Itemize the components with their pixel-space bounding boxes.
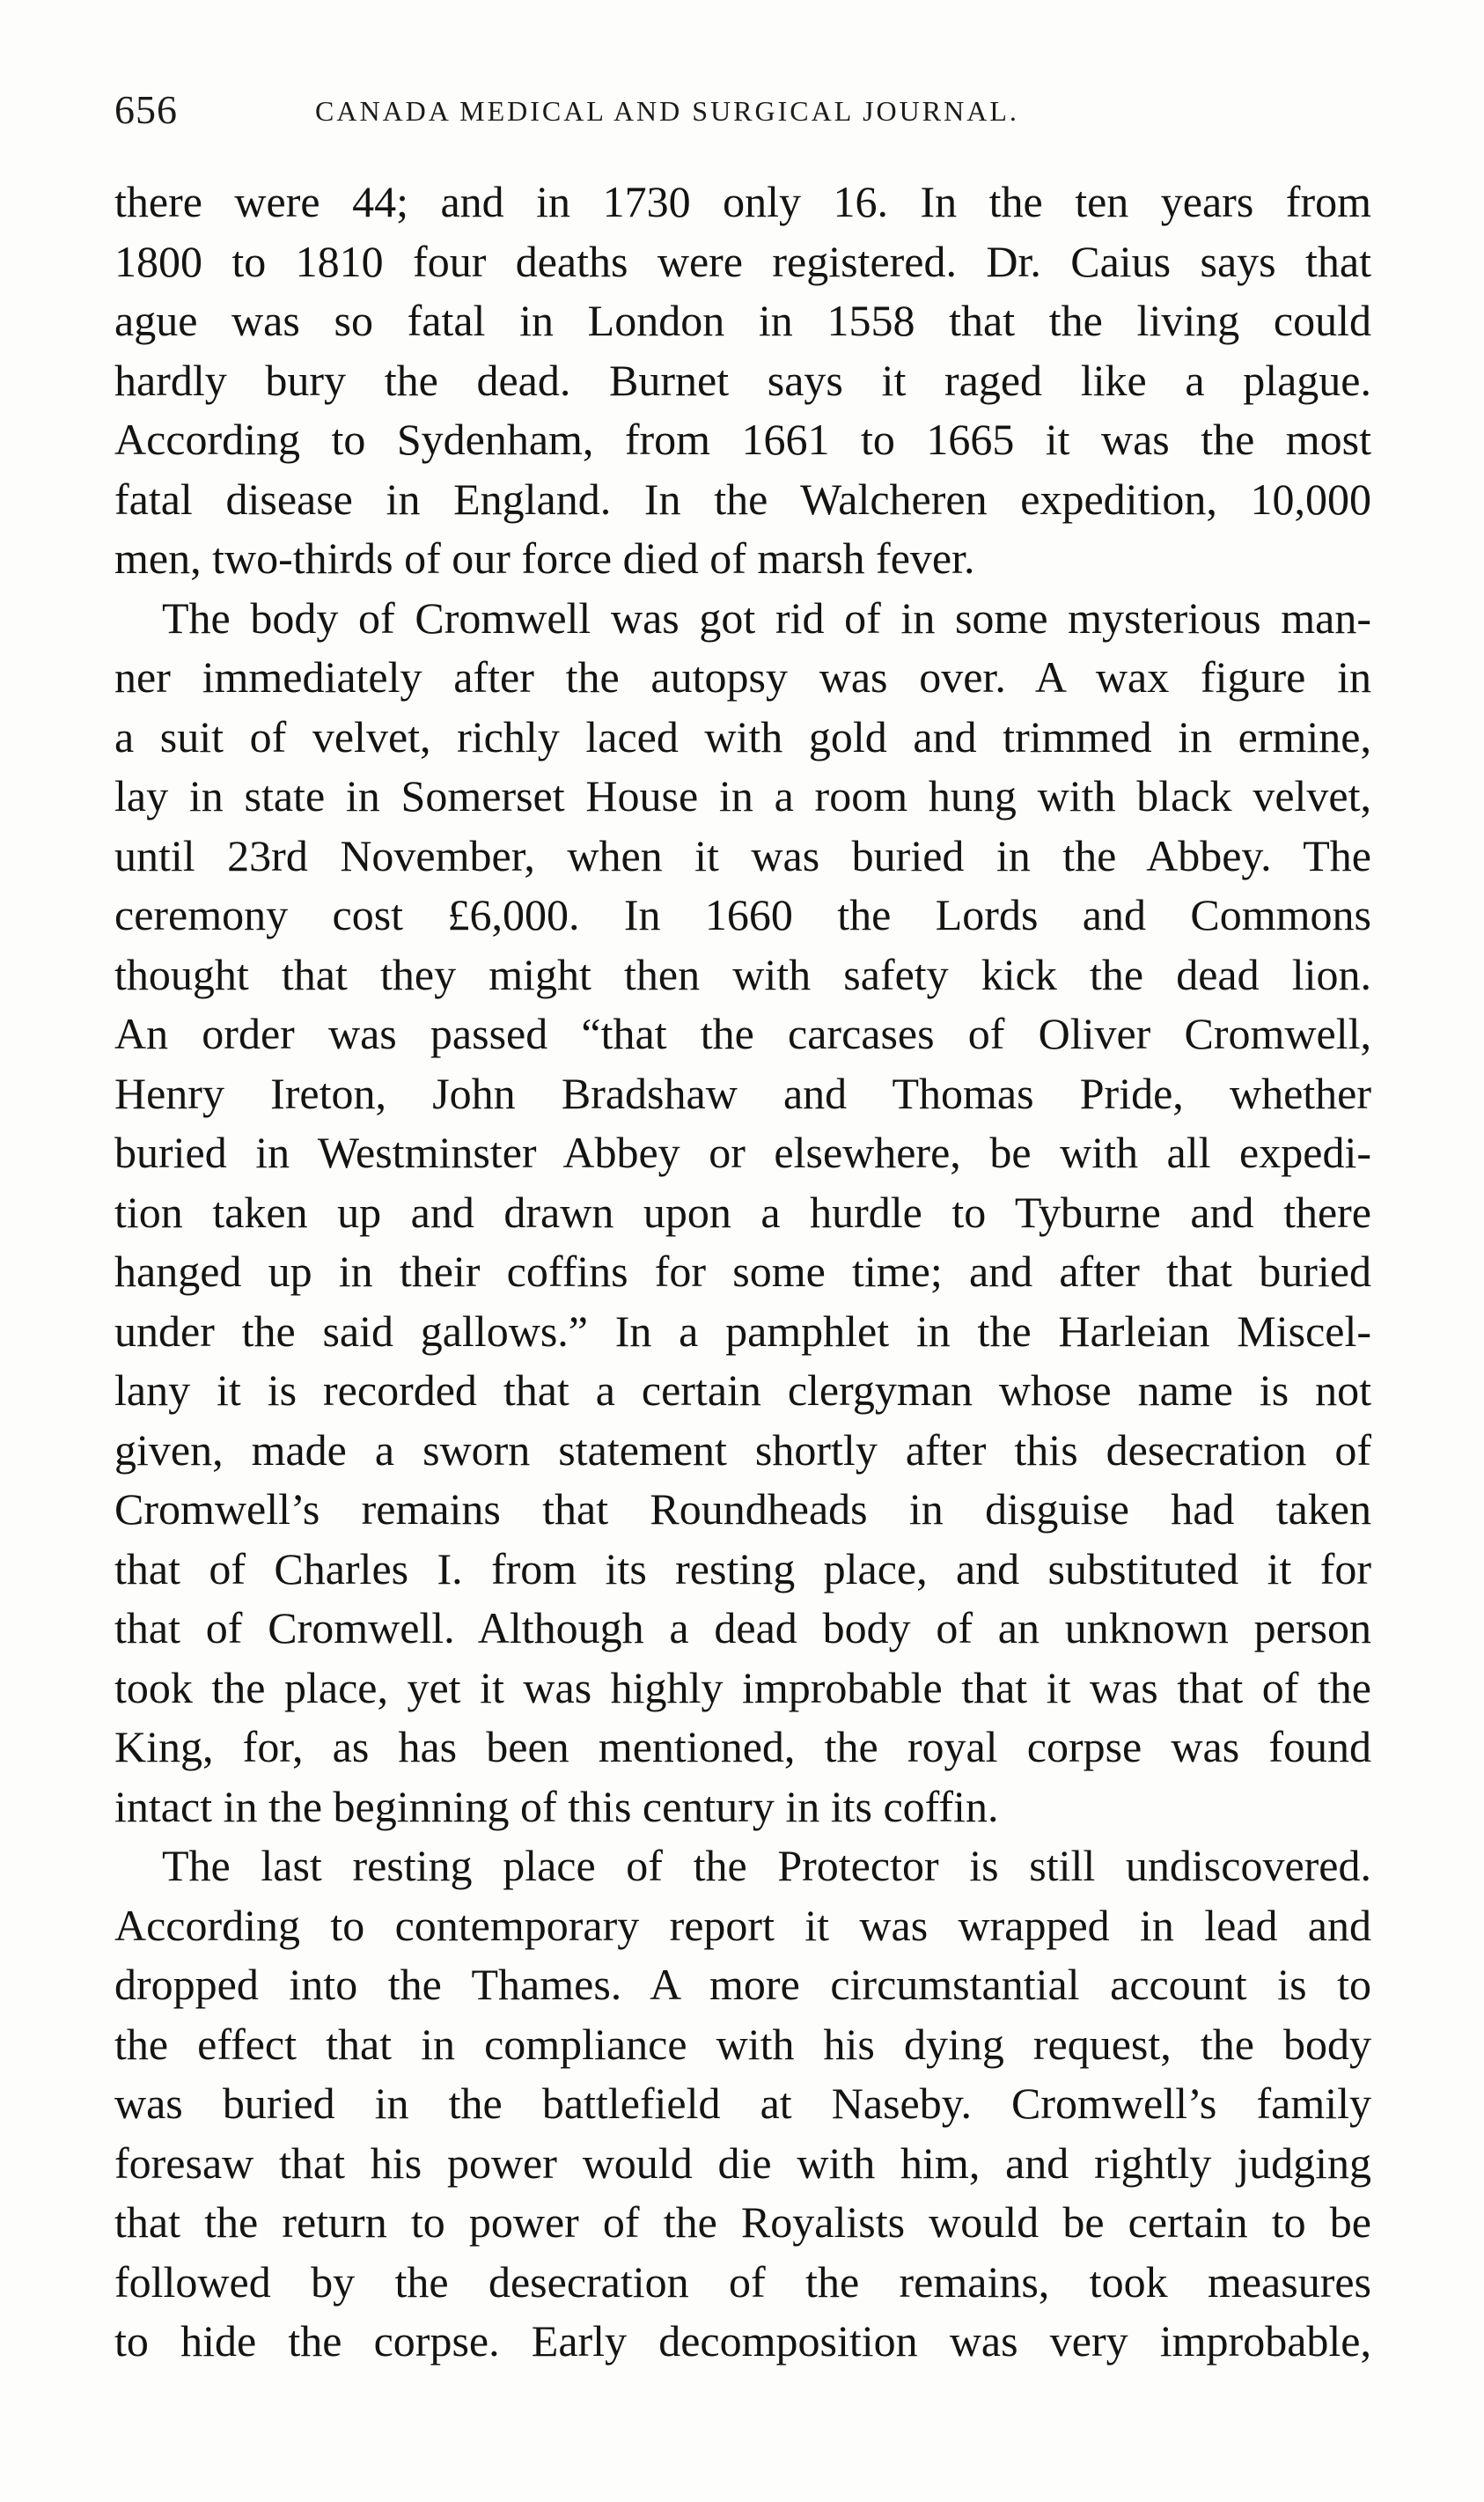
text-line: took the place, yet it was highly improbable that it was that of the [114,1662,1371,1712]
text-line: King, for, as has been mentioned, the royal corpse was found [114,1722,1371,1771]
text-line: 1800 to 1810 four deaths were registered. Dr. Caius says that [114,236,1371,286]
text-line: given, made a sworn statement shortly after this desecration of [114,1424,1371,1475]
text-line: to hide the corpse. Early decomposition was very improbable, [114,2316,1371,2366]
text-line: thought that they might then with safety kick the dead lion. [114,949,1371,999]
paragraph [114,589,1371,1837]
text-line: dropped into the Thames. A more circumstantial account is to [114,1960,1371,2009]
text-line: ague was so fatal in London in 1558 that the living could [114,296,1371,345]
text-line: hardly bury the dead. Burnet says it raged like a plague. [114,355,1371,405]
text-line: The last resting place of the Protector is still undiscovered. [162,1841,1371,1890]
text-line: ceremony cost £6,000. In 1660 the Lords and Commons [114,890,1371,939]
paragraph [114,173,1371,589]
text-line: until 23rd November, when it was buried in the Abbey. The [114,830,1371,880]
text-line: that the return to power of the Royalists would be certain to be [114,2197,1371,2247]
journal-title: CANADA MEDICAL AND SURGICAL JOURNAL. [315,95,1019,127]
text-line: that of Charles I. from its resting place, and substituted it for [114,1543,1371,1593]
text-line: Cromwell’s remains that Roundheads in disguise had taken [114,1484,1371,1534]
text-line: ner immediately after the autopsy was over. A wax figure in [114,652,1371,702]
text-line: According to Sydenham, from 1661 to 1665 it was the most [114,415,1371,464]
text-line: lay in state in Somerset House in a room hung with black velvet, [114,771,1371,821]
text-line: fatal disease in England. In the Walcheren expedition, 10,000 [114,474,1371,524]
text-line: An order was passed “that the carcases of Oliver Cromwell, [114,1009,1371,1058]
body-text [114,173,1371,2372]
text-line: men, two-thirds of our force died of marsh fever. [114,534,975,583]
text-line: Henry Ireton, John Bradshaw and Thomas Pride, whether [114,1068,1371,1118]
text-line: that of Cromwell. Although a dead body of an unknown person [114,1603,1371,1652]
text-line: foresaw that his power would die with him, and rightly judging [114,2138,1371,2188]
text-line: The body of Cromwell was got rid of in some mysterious man- [162,592,1371,643]
text-line: According to contemporary report it was wrapped in lead and [114,1900,1371,1950]
text-line: lany it is recorded that a certain clergyman whose name is not [114,1365,1371,1415]
text-line: buried in Westminster Abbey or elsewhere, be with all expedi- [114,1128,1371,1177]
running-head [114,86,1382,139]
text-line: there were 44; and in 1730 only 16. In the ten years from [114,177,1371,226]
text-line: a suit of velvet, richly laced with gold and trimmed in ermine, [114,711,1371,762]
paragraph [114,1836,1371,2372]
text-line: hanged up in their coffins for some time; and after that buried [114,1247,1371,1296]
page-number: 656 [114,87,178,132]
text-line: tion taken up and drawn upon a hurdle to Tyburne and there [114,1187,1371,1237]
text-line: under the said gallows.” In a pamphlet in the Harleian Miscel- [114,1306,1371,1356]
text-line: followed by the desecration of the remains, took measures [114,2256,1371,2307]
text-line: was buried in the battlefield at Naseby. Cromwell’s family [114,2079,1371,2128]
text-line: the effect that in compliance with his dying request, the body [114,2019,1371,2069]
text-line: intact in the beginning of this century in its coffin. [114,1781,999,1831]
